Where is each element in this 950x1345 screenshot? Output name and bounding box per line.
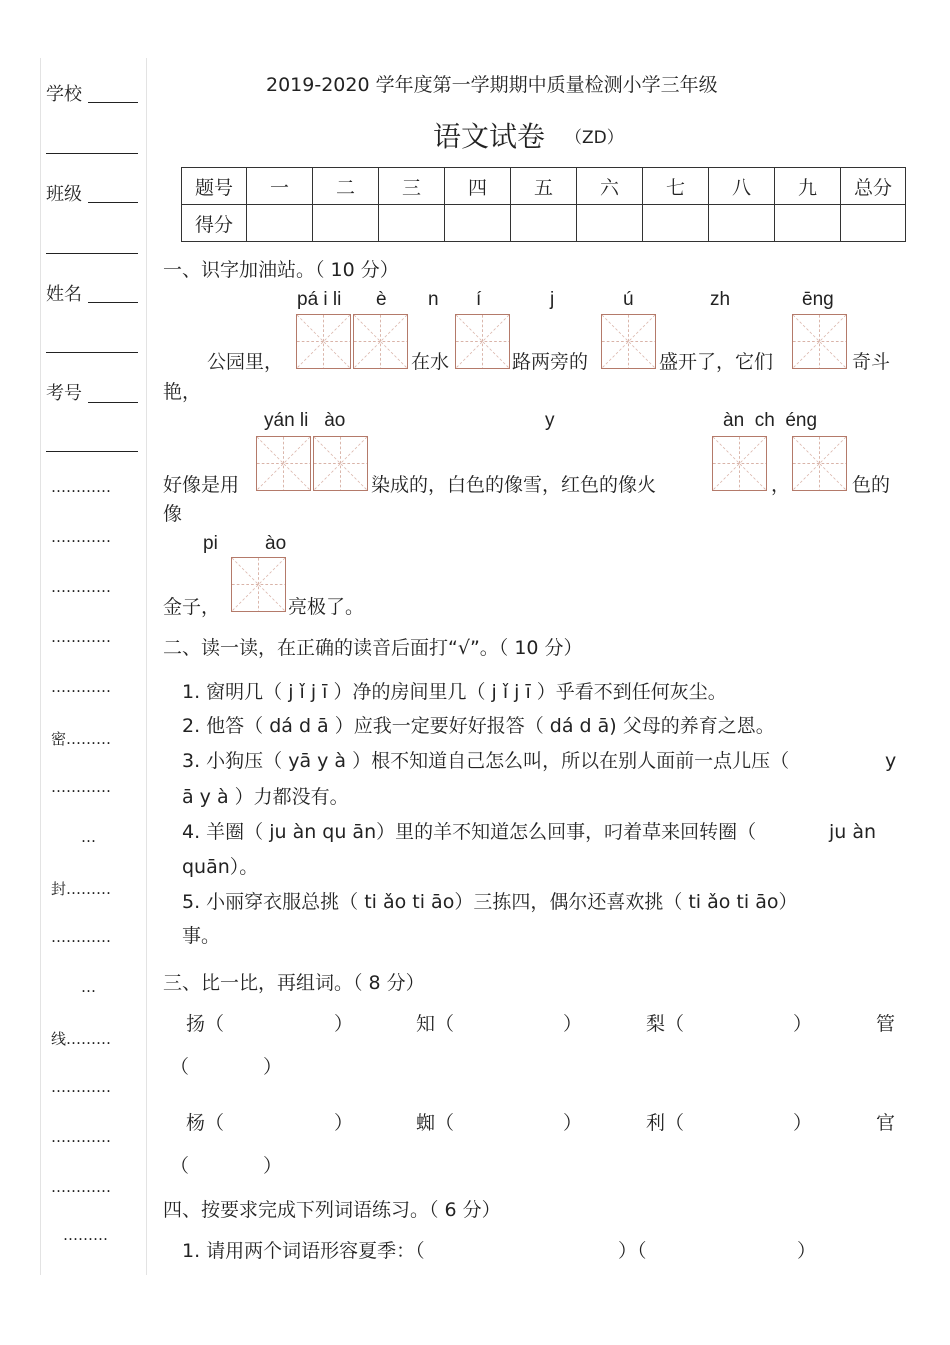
writing-box[interactable] [231, 557, 286, 612]
question-item: 4. 羊圈（ ju àn qu ān）里的羊不知道怎么回事，叼着草来回转圈（ [182, 821, 757, 843]
score-cell: 三 [379, 168, 445, 205]
score-input-cell[interactable] [247, 205, 313, 242]
sentence-text: 像 [163, 503, 183, 525]
bracket-open: （ [170, 1155, 190, 1177]
score-cell: 得分 [182, 205, 247, 242]
sentence-text: 奇斗 [852, 351, 891, 373]
exam-subtitle: 语文试卷 [433, 120, 546, 153]
section2-heading: 二、读一读，在正确的读音后面打“√”。（ 10 分） [163, 637, 583, 659]
name-underline-2 [46, 352, 138, 353]
score-input-cell[interactable] [709, 205, 775, 242]
score-cell: 四 [445, 168, 511, 205]
score-cell: 一 [247, 168, 313, 205]
binding-margin [40, 58, 147, 1275]
word-char: 管 [876, 1013, 896, 1035]
writing-box[interactable] [792, 314, 847, 369]
exam-no-label: 考号 [46, 383, 82, 404]
writing-box[interactable] [296, 314, 351, 369]
sentence-text: 好像是用 [163, 474, 240, 496]
section3-heading: 三、比一比，再组词。（ 8 分） [163, 972, 425, 994]
sentence-text: 艳， [163, 381, 202, 403]
bracket-pair: ）（ [618, 1240, 647, 1262]
bracket-close: ） [334, 1112, 354, 1134]
question-item: 事。 [182, 925, 221, 947]
seal-dots-short: … [81, 978, 96, 996]
pinyin-label: pá i li [297, 289, 342, 310]
score-input-cell[interactable] [577, 205, 643, 242]
pinyin-label: ào [265, 533, 287, 554]
question-item: 5. 小丽穿衣服总挑（ ti ǎo ti āo）三拣四，偶尔还喜欢挑（ ti ǎo ti āo） [182, 891, 798, 913]
class-underline [88, 202, 138, 203]
pinyin-label: j [550, 289, 555, 310]
word-char: 蜘（ [416, 1112, 455, 1134]
section4-heading: 四、按要求完成下列词语练习。（ 6 分） [163, 1199, 501, 1221]
section1-heading: 一、识字加油站。（ 10 分） [163, 259, 399, 281]
sentence-text: 亮极了。 [288, 596, 365, 618]
score-header-row [182, 168, 906, 205]
seal-xian: 线……… [51, 1030, 112, 1048]
class-label: 班级 [46, 184, 82, 205]
pinyin-label: zh [710, 289, 731, 310]
sentence-text: 在水 [411, 351, 450, 373]
seal-dots: ………… [51, 1078, 111, 1096]
score-cell: 总分 [841, 168, 906, 205]
writing-box[interactable] [256, 436, 311, 491]
bracket-open: （ [170, 1056, 190, 1078]
question-item-tail: y [885, 750, 897, 772]
exam-code: （ZD） [565, 128, 624, 148]
question-item: 1. 请用两个词语形容夏季：（ [182, 1240, 425, 1262]
bracket-close: ） [793, 1112, 813, 1134]
word-char: 杨（ [186, 1112, 225, 1134]
seal-dots: ………… [51, 528, 111, 546]
sentence-text: 路两旁的 [512, 351, 589, 373]
question-item: 2. 他答（ dá d ā ）应我一定要好好报答（ dá d ā) 父母的养育之恩。 [182, 715, 775, 737]
writing-box[interactable] [313, 436, 368, 491]
score-input-cell[interactable] [775, 205, 841, 242]
school-label: 学校 [46, 84, 82, 105]
word-char: 知（ [416, 1013, 455, 1035]
pinyin-label: yán li ào [264, 410, 346, 431]
seal-dots: ………… [51, 1128, 111, 1146]
score-cell: 题号 [182, 168, 247, 205]
score-input-cell[interactable] [379, 205, 445, 242]
writing-box[interactable] [712, 436, 767, 491]
score-cell: 二 [313, 168, 379, 205]
seal-feng: 封……… [51, 880, 112, 898]
seal-dots: ………… [51, 578, 111, 596]
score-value-row [182, 205, 906, 242]
score-cell: 八 [709, 168, 775, 205]
sentence-text: 金子， [163, 596, 221, 618]
question-item-tail: ju àn [829, 821, 877, 843]
pinyin-label: è [376, 289, 387, 310]
seal-dots: ………… [51, 928, 111, 946]
seal-dots: ………… [51, 478, 111, 496]
word-char: 梨（ [646, 1013, 685, 1035]
name-label: 姓名 [46, 284, 82, 305]
score-input-cell[interactable] [313, 205, 379, 242]
score-cell: 七 [643, 168, 709, 205]
question-item: quān）。 [182, 856, 259, 878]
pinyin-label: ēng [802, 289, 834, 310]
score-table [181, 167, 906, 242]
pinyin-label: í [476, 289, 482, 310]
sentence-text: 色的 [852, 474, 891, 496]
pinyin-label: pi [203, 533, 218, 554]
exam-no-underline [88, 402, 138, 403]
pinyin-label: àn ch éng [723, 410, 818, 431]
score-cell: 六 [577, 168, 643, 205]
bracket-close: ） [797, 1240, 817, 1262]
bracket-close: ） [563, 1112, 583, 1134]
seal-dots-end: ……… [63, 1226, 108, 1244]
score-input-cell[interactable] [643, 205, 709, 242]
score-cell: 九 [775, 168, 841, 205]
question-item: 3. 小狗压（ yā y à ）根不知道自己怎么叫，所以在别人面前一点儿压（ [182, 750, 790, 772]
seal-dots: ………… [51, 678, 111, 696]
bracket-close: ） [263, 1155, 283, 1177]
pinyin-label: n [428, 289, 439, 310]
question-item: ā y à ）力都没有。 [182, 786, 349, 808]
question-item: 1. 窗明几（ j ǐ j ī ）净的房间里几（ j ǐ j ī ）乎看不到任何灰尘。 [182, 681, 727, 703]
writing-box[interactable] [601, 314, 656, 369]
sentence-text: ， [771, 474, 791, 496]
seal-dots-short: … [81, 828, 96, 846]
score-input-cell[interactable] [511, 205, 577, 242]
score-input-cell[interactable] [841, 205, 906, 242]
sentence-text: 公园里， [207, 351, 284, 373]
seal-dots: ………… [51, 778, 111, 796]
exam-title: 2019-2020 学年度第一学期期中质量检测小学三年级 [266, 74, 718, 96]
seal-mi: 密……… [51, 730, 112, 748]
word-char: 官 [876, 1112, 896, 1134]
writing-box[interactable] [353, 314, 408, 369]
word-char: 利（ [646, 1112, 685, 1134]
bracket-close: ） [563, 1013, 583, 1035]
school-underline [88, 102, 138, 103]
writing-box[interactable] [455, 314, 510, 369]
writing-box[interactable] [792, 436, 847, 491]
score-input-cell[interactable] [445, 205, 511, 242]
class-underline-2 [46, 253, 138, 254]
bracket-close: ） [263, 1056, 283, 1078]
bracket-close: ） [334, 1013, 354, 1035]
word-char: 扬（ [186, 1013, 225, 1035]
name-underline [88, 302, 138, 303]
sentence-text: 盛开了，它们 [659, 351, 774, 373]
sentence-text: 染成的，白色的像雪，红色的像火 [371, 474, 657, 496]
bracket-close: ） [793, 1013, 813, 1035]
seal-dots: ………… [51, 628, 111, 646]
exam-no-underline-2 [46, 451, 138, 452]
pinyin-label: y [545, 410, 555, 431]
pinyin-label: ú [623, 289, 634, 310]
school-underline-2 [46, 153, 138, 154]
seal-dots: ………… [51, 1178, 111, 1196]
score-cell: 五 [511, 168, 577, 205]
